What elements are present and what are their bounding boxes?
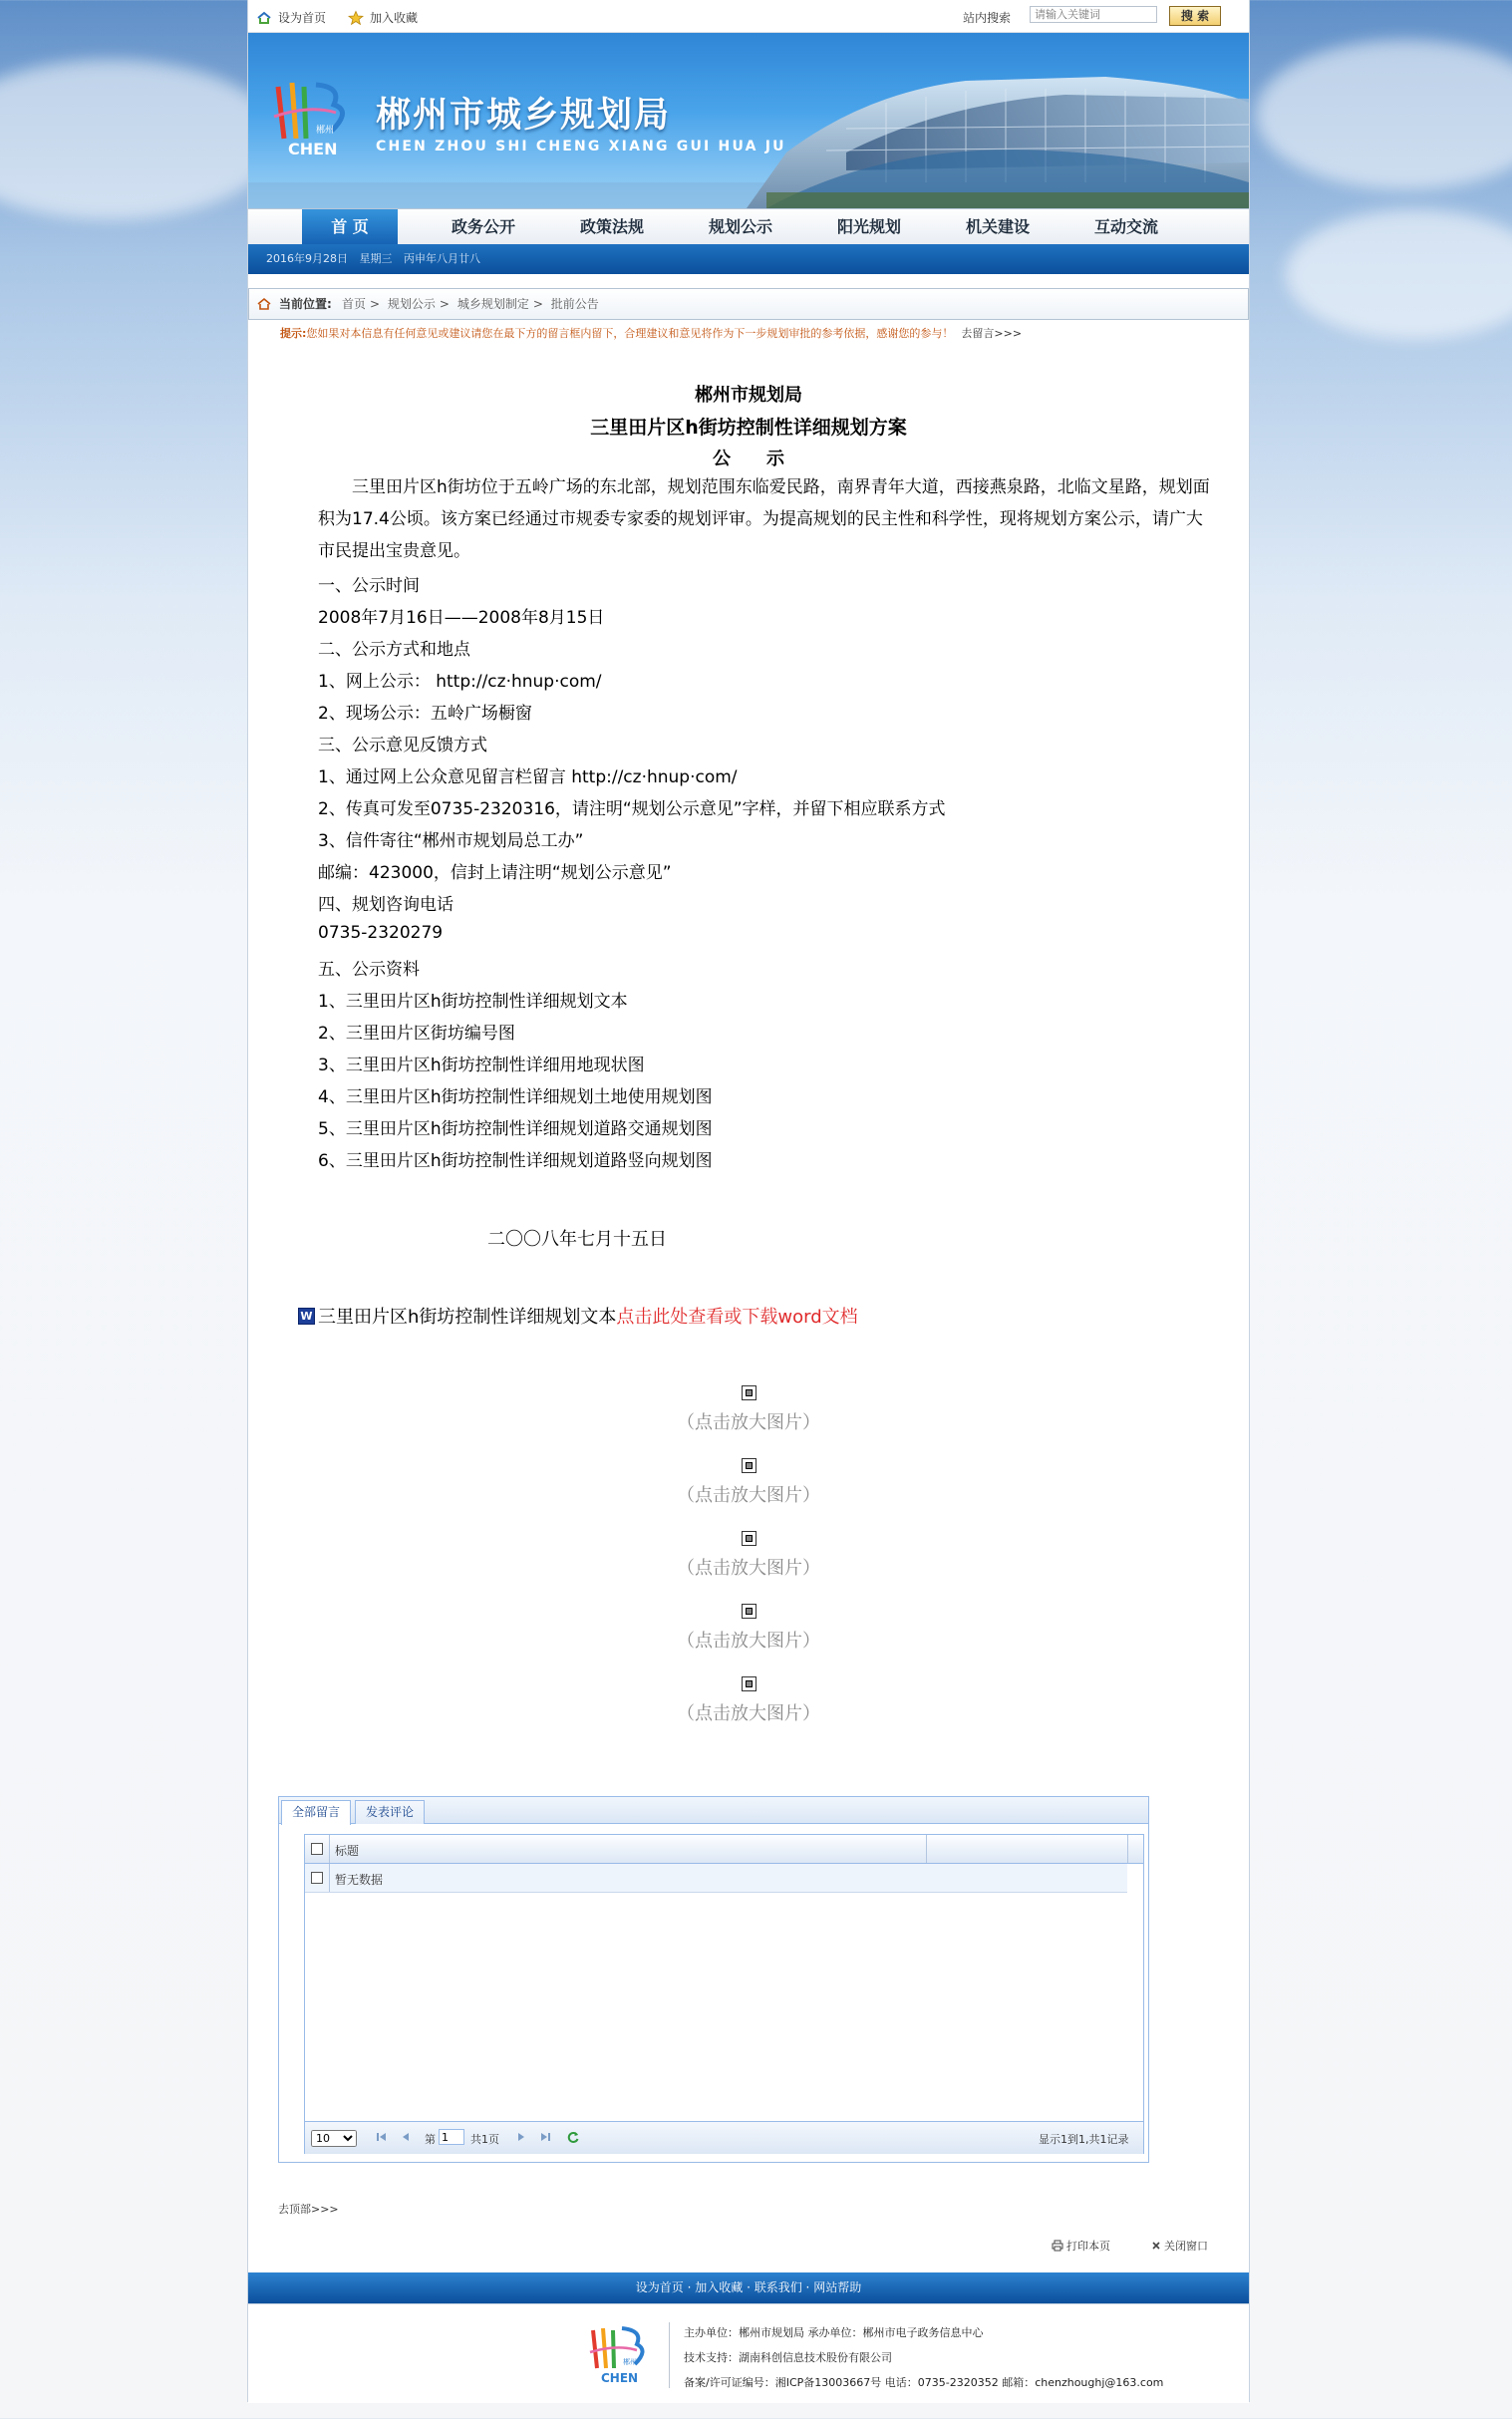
comment-grid — [304, 1834, 1144, 2154]
last-page-icon[interactable] — [538, 2130, 552, 2144]
home-icon — [257, 297, 271, 311]
nav-item-government-affairs[interactable]: 政务公开 — [451, 217, 515, 236]
enlarge-image-caption[interactable]: （点击放大图片） — [677, 1485, 820, 1506]
article-line: 3、三里田片区h街坊控制性详细用地现状图 — [318, 1056, 645, 1075]
add-favorite-link[interactable] — [348, 9, 418, 26]
search-label: 站内搜索 — [963, 11, 1012, 25]
star-icon — [348, 10, 364, 26]
set-home-label: 设为首页 — [278, 11, 327, 25]
grid-pager — [305, 2121, 1143, 2154]
download-doc-name: 三里田片区h街坊控制性详细规划文本 — [318, 1307, 617, 1328]
footer-logo-small-text: 郴州 — [623, 2358, 637, 2366]
refresh-icon[interactable] — [566, 2130, 580, 2144]
image-placeholder[interactable] — [248, 1676, 1249, 1725]
article-line: 2、传真可发至0735-2320316，请注明“规划公示意见”字样，并留下相应联系方式 — [318, 799, 946, 819]
image-placeholder[interactable] — [248, 1385, 1249, 1434]
close-window-label: 关闭窗口 — [1164, 2240, 1208, 2253]
article-line: 6、三里田片区h街坊控制性详细规划道路竖向规划图 — [318, 1151, 713, 1171]
breadcrumb-sep: > — [439, 297, 450, 311]
back-to-top-link[interactable]: 去顶部>>> — [278, 2203, 339, 2216]
go-comment-link[interactable]: 去留言>>> — [961, 327, 1023, 340]
article-line: 三、公示意见反馈方式 — [318, 736, 487, 756]
breadcrumb-item-pre-approval[interactable]: 批前公告 — [550, 297, 599, 311]
article-line: 1、三里田片区h街坊控制性详细规划文本 — [318, 992, 628, 1012]
footer — [248, 2303, 1249, 2403]
breadcrumb-label: 当前位置: — [279, 297, 332, 311]
article-line: 3、信件寄往“郴州市规划局总工办” — [318, 831, 584, 851]
article-line: 五、公示资料 — [318, 960, 420, 980]
printer-icon — [1052, 2240, 1063, 2252]
word-doc-icon: W — [298, 1308, 315, 1325]
header-banner — [248, 33, 1249, 208]
broken-image-icon — [742, 1676, 756, 1691]
lunar-date: 丙申年八月廿八 — [404, 252, 480, 265]
print-page-button[interactable] — [1052, 2238, 1110, 2254]
site-title-pinyin: CHEN ZHOU SHI CHENG XIANG GUI HUA JU — [376, 139, 786, 154]
footer-add-favorite-link[interactable]: 加入收藏 — [695, 2280, 744, 2294]
tab-post-comment[interactable]: 发表评论 — [355, 1800, 425, 1824]
article-line: 0735-2320279 — [318, 923, 444, 943]
image-placeholder[interactable] — [248, 1531, 1249, 1580]
article-subtitle: 公 示 — [713, 449, 784, 469]
article-org: 郴州市规划局 — [695, 385, 802, 406]
page-total: 共1页 — [470, 2133, 499, 2146]
article-title: 三里田片区h街坊控制性详细规划方案 — [590, 417, 907, 439]
footer-logo-text: CHEN — [601, 2371, 639, 2385]
article-date-sign: 二〇〇八年七月十五日 — [487, 1229, 667, 1250]
broken-image-icon — [742, 1604, 756, 1619]
tip-text: 您如果对本信息有任何意见或建议请您在最下方的留言框内留下，合理建议和意见将作为下一步规划审批的参考依据，感谢您的参与！ — [306, 327, 954, 340]
nav-item-organization[interactable]: 机关建设 — [965, 217, 1030, 236]
nav-item-interaction[interactable]: 互动交流 — [1093, 217, 1158, 236]
article-intro: 三里田片区h街坊位于五岭广场的东北部，规划范围东临爱民路，南界青年大道，西接燕泉路，北临文星路，规划面积为17.4公顷。该方案已经通过市规委专家委的规划评审。为提高规划的民主性和科学性，现将规划方案公示，请广大市民提出宝贵意见。 — [318, 477, 1210, 561]
column-title-header[interactable]: 标题 — [335, 1844, 360, 1858]
logo-small-text: 郴州 — [316, 126, 335, 136]
footer-contact-link[interactable]: 联系我们 — [754, 2280, 802, 2294]
table-row[interactable] — [305, 1864, 1127, 1893]
close-window-button[interactable] — [1151, 2238, 1208, 2254]
pager-display-info: 显示1到1,共1记录 — [1039, 2133, 1129, 2146]
footer-sep: · — [801, 2280, 814, 2294]
comment-tip — [280, 325, 1022, 341]
row-checkbox[interactable] — [311, 1872, 323, 1884]
empty-data-text: 暂无数据 — [335, 1873, 384, 1887]
search-input[interactable] — [1030, 6, 1157, 23]
current-date: 2016年9月28日 — [266, 252, 348, 265]
footer-logo-icon — [587, 2322, 653, 2388]
date-bar — [248, 244, 1249, 274]
article-line: 四、规划咨询电话 — [318, 895, 454, 915]
article-line: 邮编：423000，信封上请注明“规划公示意见” — [318, 863, 672, 883]
background-cloud — [1286, 209, 1512, 339]
footer-icp: 备案/许可证编号：湘ICP备13003667号 电话：0735-2320352 邮箱：chenzhoughj@163.com — [684, 2376, 1164, 2389]
enlarge-image-caption[interactable]: （点击放大图片） — [677, 1412, 820, 1433]
set-home-link[interactable] — [256, 9, 326, 26]
first-page-icon[interactable] — [375, 2130, 389, 2144]
broken-image-icon — [742, 1385, 756, 1400]
background-cloud — [1256, 40, 1512, 189]
article-line: 1、网上公示： http://cz·hnup·com/ — [318, 672, 602, 692]
page-size-select[interactable] — [311, 2130, 357, 2147]
footer-set-home-link[interactable]: 设为首页 — [635, 2280, 684, 2294]
article-line: 一、公示时间 — [318, 576, 420, 596]
nav-item-planning-notice[interactable]: 规划公示 — [708, 217, 772, 236]
article-line: 4、三里田片区h街坊控制性详细规划土地使用规划图 — [318, 1087, 713, 1107]
logo-text: CHEN — [288, 140, 338, 156]
print-page-label: 打印本页 — [1066, 2240, 1110, 2253]
page-container — [247, 0, 1250, 2402]
enlarge-image-caption[interactable]: （点击放大图片） — [677, 1631, 820, 1652]
grid-header — [305, 1835, 1143, 1864]
background-cloud — [0, 60, 279, 219]
article-line: 2、三里田片区街坊编号图 — [318, 1024, 515, 1044]
breadcrumb-sep: > — [370, 297, 381, 311]
image-placeholder[interactable] — [248, 1604, 1249, 1653]
article-line: 2、现场公示：五岭广场橱窗 — [318, 704, 532, 724]
logo-icon — [270, 77, 370, 156]
footer-nav — [248, 2272, 1249, 2303]
breadcrumb-item-planning-making[interactable]: 城乡规划制定 — [456, 297, 529, 311]
article-line: 5、三里田片区h街坊控制性详细规划道路交通规划图 — [318, 1119, 713, 1139]
footer-tech-support: 技术支持：湖南科创信息技术股份有限公司 — [684, 2351, 892, 2364]
broken-image-icon — [742, 1458, 756, 1473]
select-all-checkbox[interactable] — [311, 1843, 323, 1855]
article-line: 2008年7月16日——2008年8月15日 — [318, 608, 605, 628]
tip-prefix: 提示: — [280, 327, 307, 340]
comment-panel — [278, 1796, 1149, 2163]
image-placeholder[interactable] — [248, 1458, 1249, 1507]
site-title: 郴州市城乡规划局 — [376, 96, 672, 136]
home-icon — [256, 10, 272, 26]
breadcrumb — [248, 288, 1249, 320]
page-prefix: 第 — [425, 2133, 436, 2146]
article-line: 二、公示方式和地点 — [318, 640, 470, 660]
search-button[interactable]: 搜 索 — [1169, 6, 1221, 26]
enlarge-image-caption[interactable]: （点击放大图片） — [677, 1558, 820, 1579]
footer-help-link[interactable]: 网站帮助 — [813, 2280, 862, 2294]
breadcrumb-sep: > — [532, 297, 543, 311]
footer-sep: · — [743, 2280, 755, 2294]
current-weekday: 星期三 — [359, 252, 393, 265]
breadcrumb-item-planning-notice[interactable]: 规划公示 — [387, 297, 436, 311]
comment-tabs — [279, 1797, 1148, 1824]
broken-image-icon — [742, 1531, 756, 1546]
nav-item-policies[interactable]: 政策法规 — [579, 217, 644, 236]
main-nav — [248, 208, 1249, 245]
enlarge-image-caption[interactable]: （点击放大图片） — [677, 1703, 820, 1724]
footer-sep: · — [683, 2280, 696, 2294]
tab-all-comments[interactable]: 全部留言 — [281, 1800, 351, 1825]
breadcrumb-item-home[interactable]: 首页 — [342, 297, 367, 311]
download-row — [298, 1303, 858, 1329]
close-icon — [1151, 2241, 1161, 2251]
nav-item-home[interactable]: 首 页 — [302, 209, 398, 244]
footer-sponsor: 主办单位：郴州市规划局 承办单位：郴州市电子政务信息中心 — [684, 2326, 984, 2339]
footer-divider — [669, 2322, 670, 2388]
add-favorite-label: 加入收藏 — [370, 11, 419, 25]
article-line: 1、通过网上公众意见留言栏留言 http://cz·hnup·com/ — [318, 767, 738, 787]
next-page-icon[interactable] — [514, 2130, 528, 2144]
top-bar — [248, 0, 1249, 33]
nav-item-sunshine-planning[interactable]: 阳光规划 — [836, 217, 901, 236]
prev-page-icon[interactable] — [399, 2130, 413, 2144]
download-word-link[interactable]: 点击此处查看或下载word文档 — [616, 1307, 858, 1328]
page-number-input[interactable] — [439, 2129, 464, 2145]
